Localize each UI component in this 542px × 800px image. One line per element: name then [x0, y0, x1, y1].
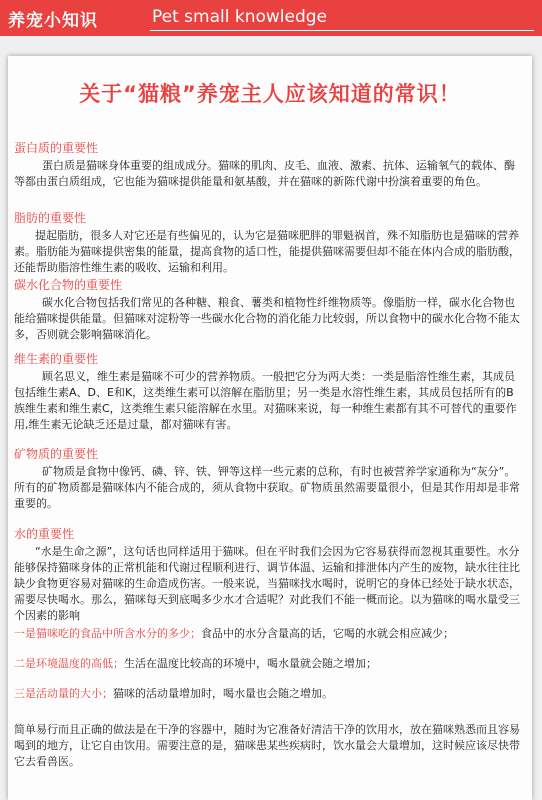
page-title: 关于“猫粮”养宠主人应该知道的常识！	[79, 82, 461, 106]
water-factor-item	[14, 626, 524, 642]
section-body: 碳水化合物包括我们常见的各种糖、粮食、薯类和植物性纤维物质等。像脂肪一样，碳水化合物也能给猫咪提供能量。但猫咪对淀粉等一些碳水化合物的消化能力比较弱，所以食物中的碳水化合物不能太多，否则就会影响猫咪消化。	[14, 296, 520, 341]
factor-key: 二是环境温度的高低；	[14, 657, 124, 670]
water-factor-item	[14, 656, 524, 672]
closing-text: 简单易行而且正确的做法是在干净的容器中，随时为它准备好清洁干净的饮用水，放在猫咪熟悉而且容易喝到的地方，让它自由饮用。需要注意的是，猫咪患某些疾病时，饮水量会大量增加，这时候应该尽快带它去看兽医。	[14, 723, 520, 768]
section-body: 提起脂肪，很多人对它还是有些偏见的，认为它是猫咪肥胖的罪魁祸首，殊不知脂肪也是猫咪的营养素。脂肪能为猫咪提供密集的能量，提高食物的适口性，能提供猫咪需要但却不能在体内合成的脂肪酸，还能帮助脂溶性维生素的吸收、运输和利用。	[14, 229, 520, 274]
section-vitamin	[14, 351, 524, 433]
section-carbohydrate	[14, 277, 524, 343]
section-title: 脂肪的重要性	[14, 211, 87, 225]
section-body: “水是生命之源”，这句话也同样适用于猫咪。但在平时我们会因为它容易获得而忽视其重要性。水分能够保持猫咪身体的正常机能和代谢过程顺利进行、调节体温、运输和排泄体内产生的废物，缺水往往比缺少食物更容易对猫咪的生命造成伤害。一般来说，当猫咪找水喝时，说明它的身体已经处于缺水状态，需要尽快喝水。那么，猫咪每天到底喝多少水才合适呢？对此我们不能一概而论。以为猫咪的喝水量受三个因素的影响	[14, 545, 520, 622]
section-title: 蛋白质的重要性	[14, 141, 99, 155]
section-water	[14, 526, 524, 624]
section-body: 顾名思义，维生素是猫咪不可少的营养物质。一般把它分为两大类：一类是脂溶性维生素，其成员包括维生素A、D、E和K，这类维生素可以溶解在脂肪里；另一类是水溶性维生素，其成员包括所有的B族维生素和维生素C，这类维生素只能溶解在水里。对猫咪来说，每一种维生素都有其不可替代的重要作用,维生素无论缺乏还是过量，都对猫咪有害。	[14, 370, 517, 431]
section-fat	[14, 210, 524, 276]
closing-paragraph	[14, 720, 524, 770]
factor-text: 食品中的水分含量高的话，它喝的水就会相应减少；	[201, 627, 454, 640]
factor-text: 生活在温度比较高的环境中，喝水量就会随之增加；	[124, 657, 377, 670]
section-mineral	[14, 446, 524, 512]
banner-title: 养宠小知识	[8, 11, 98, 31]
section-title: 矿物质的重要性	[14, 447, 99, 461]
banner-subtitle: Pet small knowledge	[152, 7, 328, 27]
section-body: 蛋白质是猫咪身体重要的组成成分。猫咪的肌肉、皮毛、血液、激素、抗体、运输氧气的载体、酶等都由蛋白质组成，它也能为猫咪提供能量和氨基酸，并在猫咪的新陈代谢中扮演着重要的角色。	[14, 159, 515, 188]
factor-text: 猫咪的活动量增加时，喝水量也会随之增加。	[113, 687, 333, 700]
factor-key: 三是活动量的大小；	[14, 687, 113, 700]
section-title: 碳水化合物的重要性	[14, 278, 123, 292]
section-body: 矿物质是食物中像钙、磷、锌、铁、钾等这样一些元素的总称，有时也被营养学家通称为“灰分”。所有的矿物质都是猫咪体内不能合成的，须从食物中获取。矿物质虽然需要量很小，但是其作用却是非常重要的。	[14, 465, 520, 510]
banner-underline	[150, 30, 534, 31]
header-banner	[0, 0, 542, 36]
section-title: 水的重要性	[14, 527, 75, 541]
section-protein	[14, 140, 524, 190]
content-card	[8, 56, 532, 800]
water-factor-item	[14, 686, 524, 702]
section-title: 维生素的重要性	[14, 352, 99, 366]
factor-key: 一是猫咪吃的食品中所含水分的多少；	[14, 627, 201, 640]
